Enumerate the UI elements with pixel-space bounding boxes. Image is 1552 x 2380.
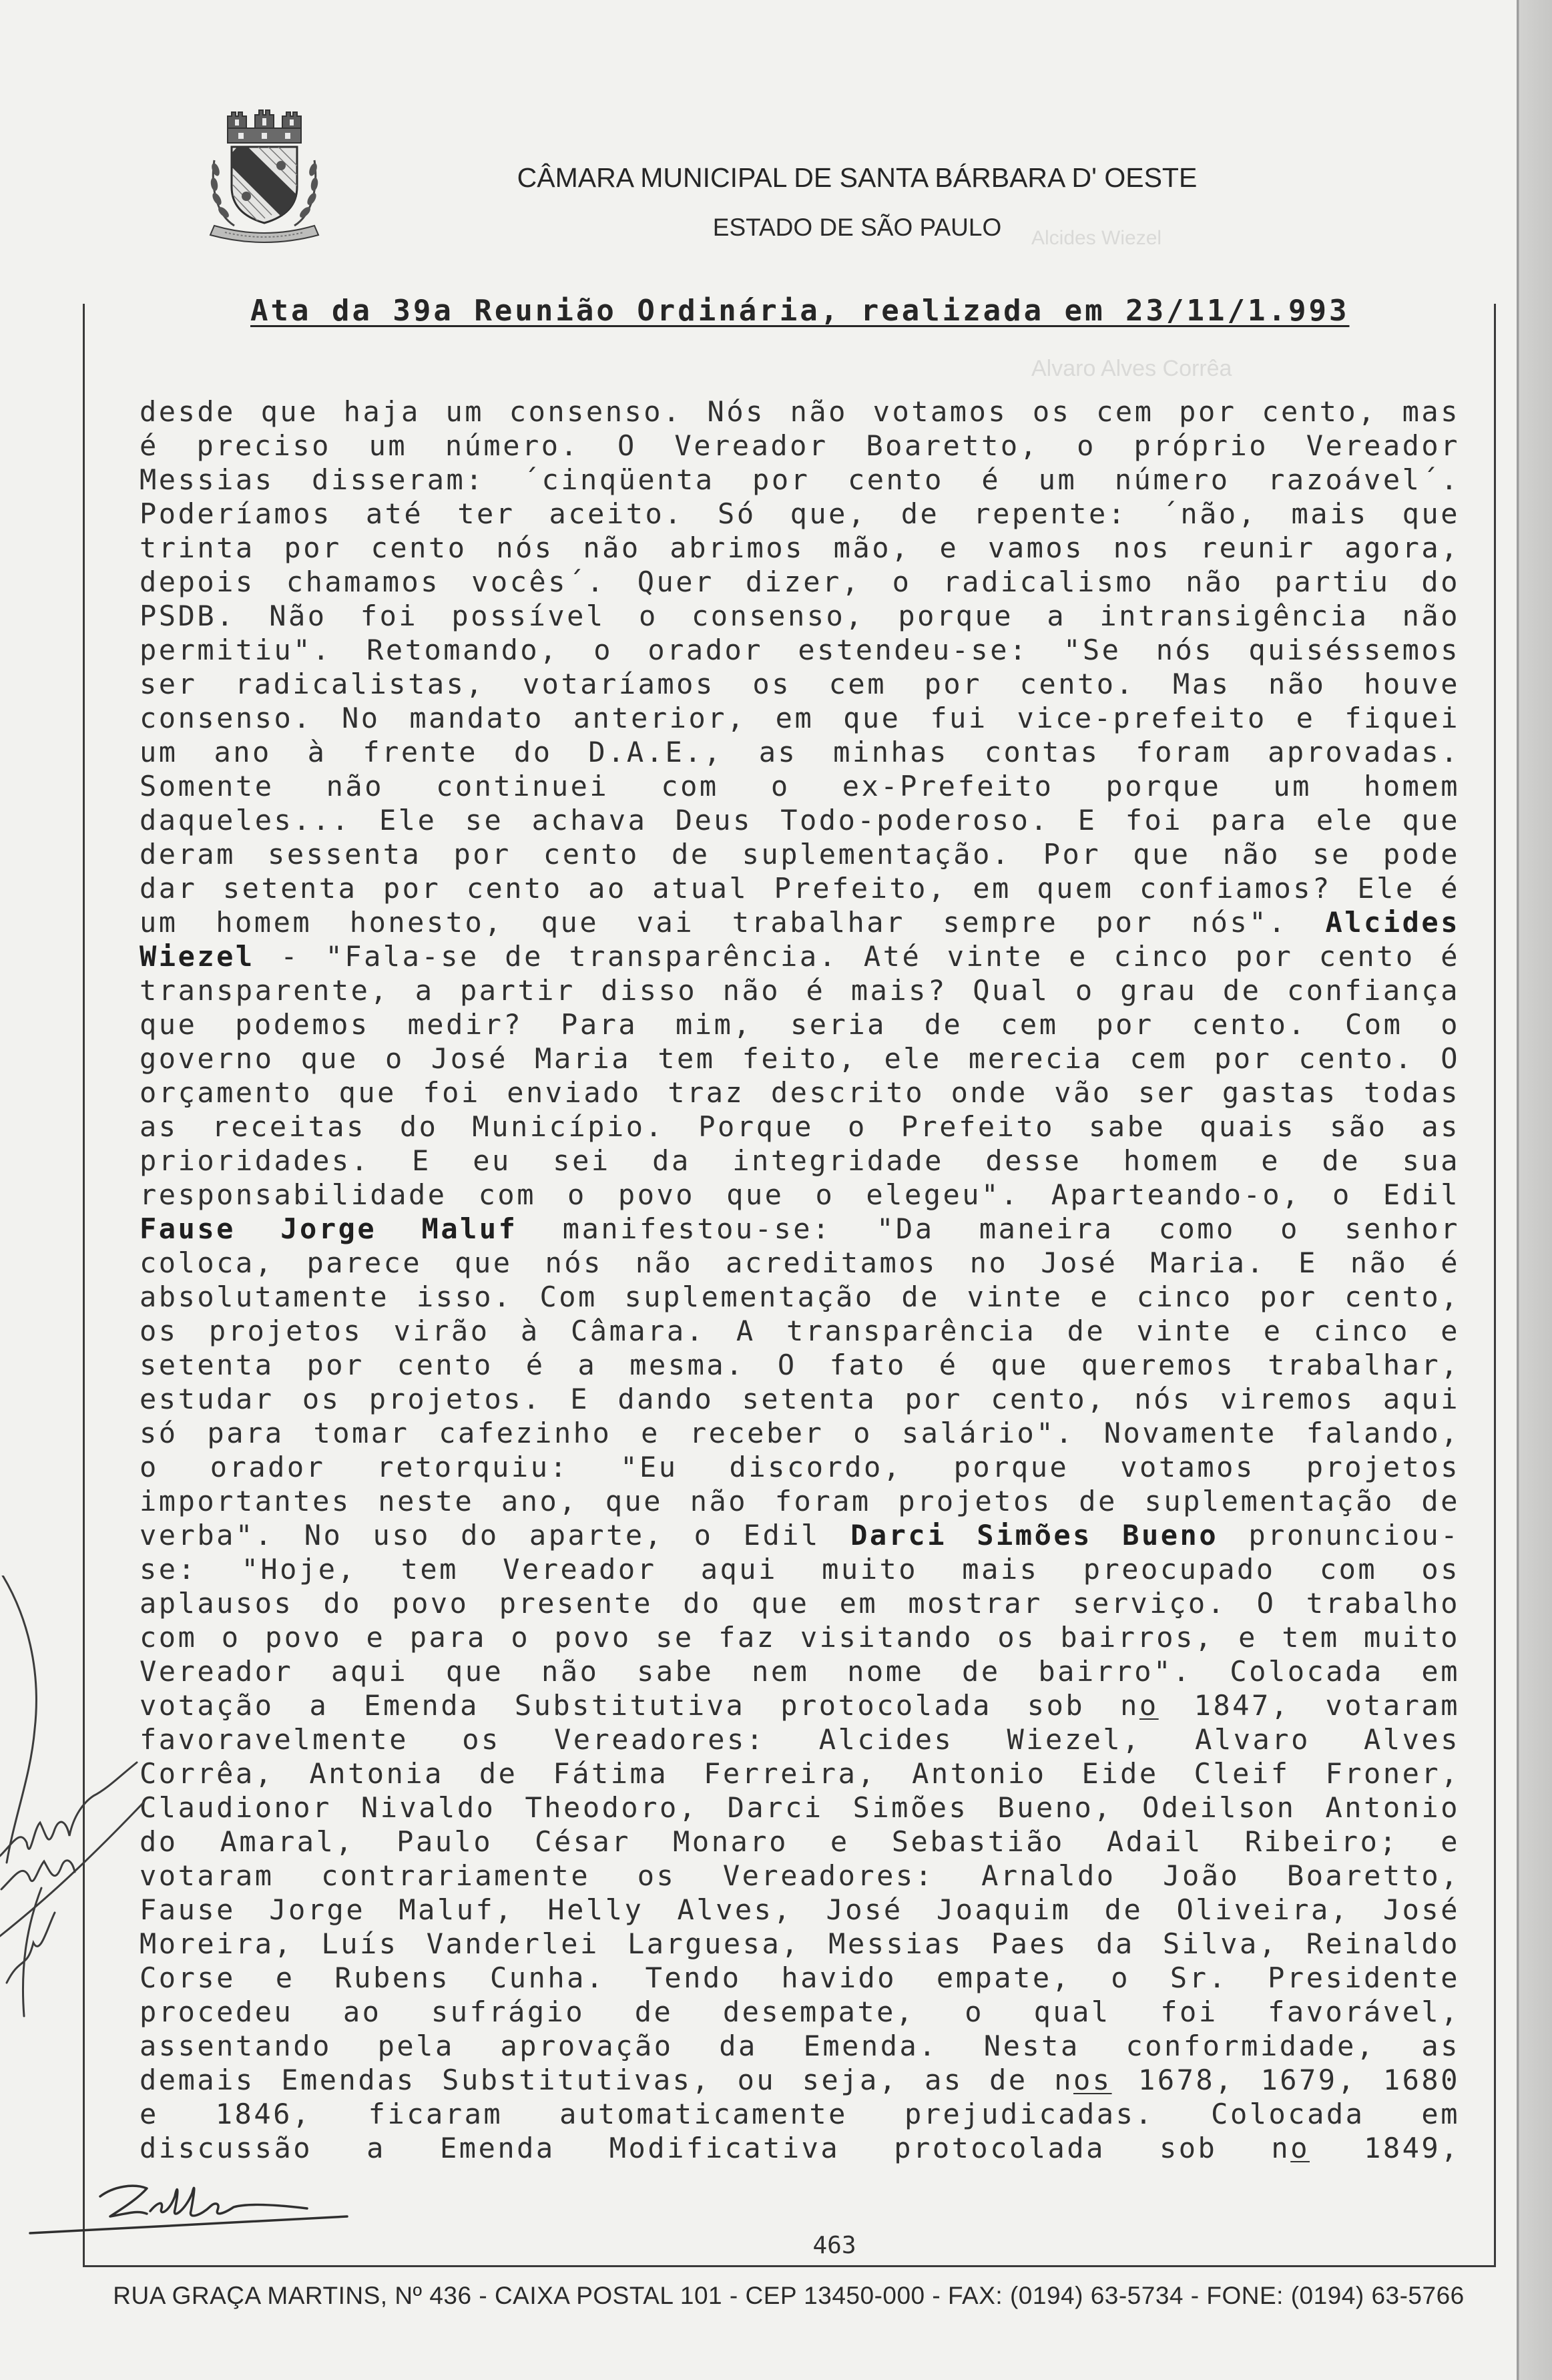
- body-line: [140, 1791, 1460, 1825]
- body-line: [140, 973, 1460, 1007]
- body-line: [140, 395, 1460, 429]
- body-line: [140, 1144, 1460, 1178]
- body-text: orçamento que foi enviado traz descrito onde vão ser gastas todas: [140, 1076, 1460, 1109]
- body-line: [140, 1620, 1460, 1654]
- body-text: Poderíamos até ter aceito. Só que, de repente: ´não, mais que: [140, 497, 1460, 530]
- body-text: do Amaral, Paulo César Monaro e Sebastião Adail Ribeiro; e: [140, 1825, 1460, 1858]
- body-line: [140, 837, 1460, 871]
- body-line: [140, 1722, 1460, 1756]
- body-text: favoravelmente os Vereadores: Alcides Wiezel, Alvaro Alves: [140, 1723, 1460, 1756]
- minutes-title: Ata da 39a Reunião Ordinária, realizada em 23/11/1.993: [250, 294, 1350, 328]
- body-line: [140, 1586, 1460, 1620]
- speaker-name: Darci Simões Bueno: [850, 1519, 1219, 1552]
- body-text: Messias disseram: ´cinqüenta por cento é um número razoável´.: [140, 463, 1460, 496]
- body-text: só para tomar cafezinho e receber o salário". Novamente falando,: [140, 1417, 1460, 1449]
- body-line: [140, 1178, 1460, 1212]
- margin-signature-icon: [0, 1576, 154, 2043]
- scan-edge: [1517, 0, 1552, 2380]
- body-line: [140, 1246, 1460, 1280]
- body-text: um homem honesto, que vai trabalhar sempre por nós".: [140, 906, 1326, 939]
- council-name: CÂMARA MUNICIPAL DE SANTA BÁRBARA D' OESTE: [517, 162, 1198, 193]
- body-text: prioridades. E eu sei da integridade desse homem e de sua: [140, 1144, 1460, 1177]
- body-line: [140, 1314, 1460, 1348]
- body-line: [140, 1484, 1460, 1518]
- body-line: [140, 769, 1460, 803]
- body-line: [140, 1927, 1460, 1961]
- body-text: 1847, votaram: [1158, 1689, 1460, 1722]
- body-line: [140, 2063, 1460, 2097]
- body-text: um ano à frente do D.A.E., as minhas contas foram aprovadas.: [140, 736, 1460, 768]
- body-text: demais Emendas Substitutivas, ou seja, as de n: [140, 2064, 1073, 2096]
- body-text: dar setenta por cento ao atual Prefeito, em quem confiamos? Ele é: [140, 872, 1460, 905]
- body-line: [140, 1859, 1460, 1893]
- body-text: é preciso um número. O Vereador Boaretto, o próprio Vereador: [140, 429, 1460, 462]
- body-line: [140, 497, 1460, 531]
- body-text: discussão a Emenda Modificativa protocolada sob n: [140, 2132, 1291, 2164]
- body-text: 1849,: [1310, 2132, 1460, 2164]
- body-line: [140, 599, 1460, 633]
- body-line: [140, 803, 1460, 837]
- body-line: [140, 905, 1460, 939]
- body-line: [140, 1110, 1460, 1144]
- body-line: [140, 2097, 1460, 2131]
- body-line: [140, 939, 1460, 973]
- body-text: daqueles... Ele se achava Deus Todo-poderoso. E foi para ele que: [140, 804, 1460, 837]
- body-text: ser radicalistas, votaríamos os cem por cento. Mas não houve: [140, 668, 1460, 700]
- speaker-name: Wiezel: [140, 940, 255, 973]
- body-text: Moreira, Luís Vanderlei Larguesa, Messias Paes da Silva, Reinaldo: [140, 1927, 1460, 1960]
- body-line: [140, 565, 1460, 599]
- body-line: [140, 1280, 1460, 1314]
- body-text: Corse e Rubens Cunha. Tendo havido empate, o Sr. Presidente: [140, 1961, 1460, 1994]
- body-line: [140, 1654, 1460, 1688]
- ordinal-indicator: o: [1139, 1689, 1159, 1722]
- body-text: importantes neste ano, que não foram projetos de suplementação de: [140, 1485, 1460, 1517]
- body-line: [140, 1518, 1460, 1552]
- body-line: [140, 1688, 1460, 1722]
- body-text: consenso. No mandato anterior, em que fui vice-prefeito e fiquei: [140, 702, 1460, 734]
- body-line: [140, 1961, 1460, 1995]
- body-text: responsabilidade com o povo que o elegeu". Aparteando-o, o Edil: [140, 1178, 1460, 1211]
- body-text: verba". No uso do aparte, o Edil: [140, 1519, 851, 1552]
- body-line: [140, 871, 1460, 905]
- footer-address: RUA GRAÇA MARTINS, Nº 436 - CAIXA POSTAL 101 - CEP 13450-000 - FAX: (0194) 63-5734 - FONE: (0194) 63-5766: [113, 2282, 1465, 2309]
- body-text: os projetos virão à Câmara. A transparência de vinte e cinco e: [140, 1315, 1460, 1347]
- body-line: [140, 1995, 1460, 2029]
- body-line: [140, 1348, 1460, 1382]
- body-text: desde que haja um consenso. Nós não votamos os cem por cento, mas: [140, 395, 1460, 428]
- signature-icon: [20, 2170, 367, 2243]
- body-line: [140, 1382, 1460, 1416]
- body-text: e 1846, ficaram automaticamente prejudicadas. Colocada em: [140, 2098, 1460, 2130]
- body-text: se: "Hoje, tem Vereador aqui muito mais preocupado com os: [140, 1553, 1460, 1586]
- body-line: [140, 701, 1460, 735]
- body-line: [140, 1007, 1460, 1041]
- body-text: manifestou-se: "Da maneira como o senhor: [517, 1212, 1460, 1245]
- body-text: 1678, 1679, 1680: [1111, 2064, 1460, 2096]
- body-text: Somente não continuei com o ex-Prefeito porque um homem: [140, 770, 1460, 802]
- speaker-name: Alcides: [1325, 906, 1460, 939]
- minutes-body: [140, 395, 1460, 2165]
- body-text: trinta por cento nós não abrimos mão, e vamos nos reunir agora,: [140, 531, 1460, 564]
- ordinal-indicator: o: [1290, 2132, 1310, 2164]
- body-line: [140, 2131, 1460, 2165]
- body-text: Fause Jorge Maluf, Helly Alves, José Joaquim de Oliveira, José: [140, 1893, 1460, 1926]
- right-margin-rule: [1494, 304, 1496, 2267]
- body-line: [140, 1825, 1460, 1859]
- body-text: PSDB. Não foi possível o consenso, porque a intransigência não: [140, 600, 1460, 632]
- show-through-text: Alvaro Alves Corrêa: [1031, 356, 1232, 381]
- body-text: que podemos medir? Para mim, seria de cem por cento. Com o: [140, 1008, 1460, 1041]
- body-text: deram sessenta por cento de suplementação. Por que não se pode: [140, 838, 1460, 871]
- body-line: [140, 735, 1460, 769]
- body-line: [140, 1416, 1460, 1450]
- body-line: [140, 1756, 1460, 1791]
- body-text: - "Fala-se de transparência. Até vinte e cinco por cento é: [254, 940, 1460, 973]
- body-text: Vereador aqui que não sabe nem nome de bairro". Colocada em: [140, 1655, 1460, 1688]
- body-text: com o povo e para o povo se faz visitando os bairros, e tem muito: [140, 1621, 1460, 1654]
- body-line: [140, 531, 1460, 565]
- body-line: [140, 1552, 1460, 1586]
- body-text: votação a Emenda Substitutiva protocolada sob n: [140, 1689, 1139, 1722]
- body-line: [140, 429, 1460, 463]
- ordinal-indicator: os: [1073, 2064, 1112, 2096]
- body-text: coloca, parece que nós não acreditamos no José Maria. E não é: [140, 1246, 1460, 1279]
- page-number: 463: [812, 2232, 856, 2259]
- body-text: as receitas do Município. Porque o Prefeito sabe quais são as: [140, 1110, 1460, 1143]
- show-through-text: Alcides Wiezel: [1031, 227, 1162, 249]
- body-text: pronunciou-: [1218, 1519, 1460, 1552]
- body-text: votaram contrariamente os Vereadores: Arnaldo João Boaretto,: [140, 1859, 1460, 1892]
- body-text: Corrêa, Antonia de Fátima Ferreira, Antonio Eide Cleif Froner,: [140, 1757, 1460, 1790]
- body-text: o orador retorquiu: "Eu discordo, porque votamos projetos: [140, 1451, 1460, 1483]
- body-text: depois chamamos vocês´. Quer dizer, o radicalismo não partiu do: [140, 565, 1460, 598]
- body-text: estudar os projetos. E dando setenta por cento, nós viremos aqui: [140, 1383, 1460, 1415]
- state-name: ESTADO DE SÃO PAULO: [712, 214, 1002, 241]
- body-line: [140, 2029, 1460, 2063]
- body-line: [140, 633, 1460, 667]
- body-line: [140, 1450, 1460, 1484]
- body-text: setenta por cento é a mesma. O fato é que queremos trabalhar,: [140, 1349, 1460, 1381]
- body-text: transparente, a partir disso não é mais? Qual o grau de confiança: [140, 974, 1460, 1007]
- body-text: assentando pela aprovação da Emenda. Nesta conformidade, as: [140, 2030, 1460, 2062]
- body-line: [140, 1041, 1460, 1076]
- body-line: [140, 1076, 1460, 1110]
- body-text: absolutamente isso. Com suplementação de vinte e cinco por cento,: [140, 1280, 1460, 1313]
- body-text: governo que o José Maria tem feito, ele merecia cem por cento. O: [140, 1042, 1460, 1075]
- body-line: [140, 1212, 1460, 1246]
- body-line: [140, 463, 1460, 497]
- body-text: aplausos do povo presente do que em mostrar serviço. O trabalho: [140, 1587, 1460, 1620]
- bottom-rule: [83, 2265, 1496, 2267]
- body-text: procedeu ao sufrágio de desempate, o qual foi favorável,: [140, 1995, 1460, 2028]
- speaker-name: Fause Jorge Maluf: [140, 1212, 518, 1245]
- body-text: Claudionor Nivaldo Theodoro, Darci Simões Bueno, Odeilson Antonio: [140, 1791, 1460, 1824]
- coat-of-arms-icon: [205, 108, 324, 245]
- body-text: permitiu". Retomando, o orador estendeu-se: "Se nós quiséssemos: [140, 634, 1460, 666]
- body-line: [140, 667, 1460, 701]
- body-line: [140, 1893, 1460, 1927]
